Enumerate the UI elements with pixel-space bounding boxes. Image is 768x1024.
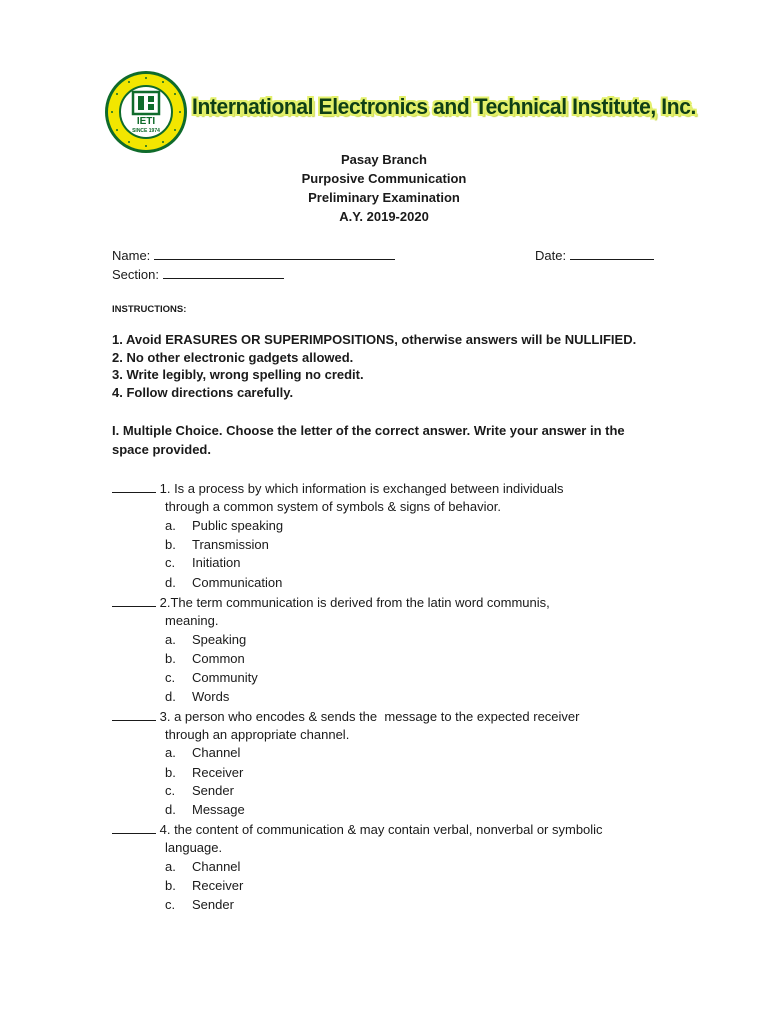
option: c. Initiation	[165, 555, 241, 570]
branch-title: Pasay Branch	[341, 152, 427, 167]
question-text-cont: meaning.	[165, 613, 219, 628]
instruction-item: 2. No other electronic gadgets allowed.	[112, 350, 354, 365]
option: b. Receiver	[165, 765, 244, 780]
question-text-cont: language.	[165, 840, 223, 855]
question-text-cont: through an appropriate channel.	[165, 727, 350, 742]
exam-type-title: Preliminary Examination	[308, 190, 460, 205]
section-label: Section:	[112, 267, 159, 282]
option: d. Words	[165, 689, 230, 704]
academic-year: A.Y. 2019-2020	[339, 209, 429, 224]
instruction-item: 1. Avoid ERASURES OR SUPERIMPOSITIONS, otherwise answers will be NULLIFIED.	[112, 332, 637, 347]
answer-blank-4[interactable]	[112, 821, 156, 834]
question-text-cont: through a common system of symbols & signs of behavior.	[165, 499, 501, 514]
option: c. Community	[165, 670, 258, 685]
institute-title: International Electronics and Technical Institute, Inc.	[192, 94, 696, 119]
subject-title: Purposive Communication	[301, 171, 467, 186]
section-field[interactable]	[163, 266, 284, 279]
instruction-item: 4. Follow directions carefully.	[112, 385, 294, 400]
date-row	[535, 247, 654, 263]
option: b. Receiver	[165, 878, 244, 893]
option: d. Message	[165, 802, 245, 817]
question-text: 2.The term communication is derived from the latin word communis,	[156, 595, 550, 610]
option: a. Channel	[165, 859, 241, 874]
date-label: Date:	[535, 248, 567, 263]
option: c. Sender	[165, 783, 234, 798]
name-row	[112, 247, 395, 263]
name-field[interactable]	[154, 247, 395, 260]
instruction-item: 3. Write legibly, wrong spelling no credit.	[112, 367, 364, 382]
section-heading-line1: I. Multiple Choice. Choose the letter of the correct answer. Write your answer in the	[112, 423, 625, 438]
option: c. Sender	[165, 897, 234, 912]
answer-blank-1[interactable]	[112, 480, 156, 493]
question-3	[112, 708, 579, 724]
name-label: Name:	[112, 248, 151, 263]
instructions-heading: INSTRUCTIONS:	[112, 304, 187, 315]
option: b. Transmission	[165, 537, 269, 552]
question-1	[112, 480, 564, 496]
question-4	[112, 821, 603, 837]
question-text: 4. the content of communication & may contain verbal, nonverbal or symbolic	[156, 822, 603, 837]
section-row	[112, 266, 284, 282]
date-field[interactable]	[570, 247, 654, 260]
question-text: 3. a person who encodes & sends the message to the expected receiver	[156, 709, 580, 724]
answer-blank-3[interactable]	[112, 708, 156, 721]
option: d. Communication	[165, 575, 283, 590]
option: a. Public speaking	[165, 518, 284, 533]
logo-since: SINCE 1974	[132, 128, 160, 134]
question-text: 1. Is a process by which information is exchanged between individuals	[156, 481, 564, 496]
option: a. Channel	[165, 745, 241, 760]
option: b. Common	[165, 651, 245, 666]
question-2	[112, 594, 550, 610]
section-heading-line2: space provided.	[112, 442, 211, 457]
option: a. Speaking	[165, 632, 247, 647]
logo-abbrev: IETI	[136, 116, 156, 127]
ieti-seal-logo	[104, 70, 188, 154]
answer-blank-2[interactable]	[112, 594, 156, 607]
